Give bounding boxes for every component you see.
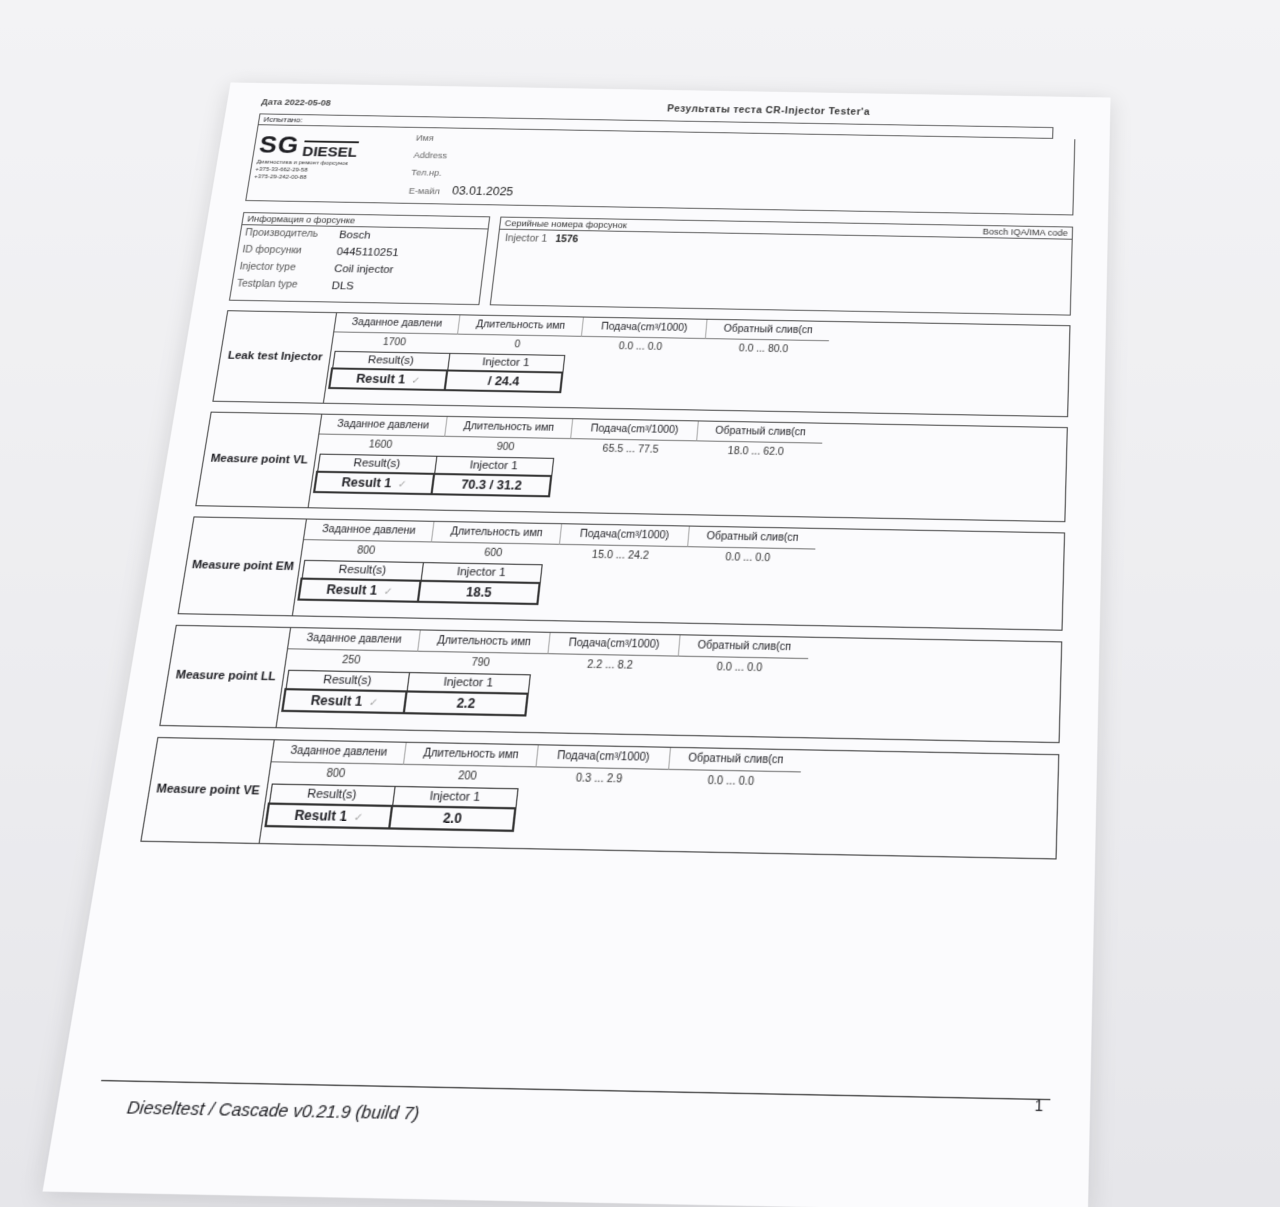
email-label: E-майл bbox=[408, 186, 441, 197]
info-row-injector-id: ID форсунки 0445110251 bbox=[241, 244, 400, 259]
injector-header: Injector 1 bbox=[434, 456, 553, 476]
injector-header: Injector 1 bbox=[392, 786, 517, 808]
test-value: 0 bbox=[513, 339, 521, 351]
email-row bbox=[408, 182, 515, 202]
test-section bbox=[195, 412, 1068, 523]
result-table bbox=[264, 783, 518, 832]
check-icon: ✓ bbox=[367, 697, 379, 710]
test-name: Measure point VL bbox=[196, 413, 322, 508]
company-logo bbox=[246, 125, 409, 203]
test-name: Measure point VE bbox=[142, 738, 275, 843]
result-table bbox=[313, 454, 554, 498]
report-content bbox=[43, 82, 1111, 1207]
column-header: Заданное давлени bbox=[304, 520, 433, 543]
column-header: Заданное давлени bbox=[272, 740, 406, 765]
check-icon: ✓ bbox=[410, 375, 421, 387]
software-version: Dieseltest / Cascade v0.21.9 (build 7) bbox=[125, 1097, 421, 1125]
column-header: Обратный слив(сп bbox=[678, 635, 810, 659]
check-icon: ✓ bbox=[382, 586, 394, 599]
test-value: 2.2 ... 8.2 bbox=[586, 659, 634, 672]
test-sections bbox=[140, 310, 1070, 859]
column-header: Длительность имп bbox=[444, 417, 572, 439]
report-title: Результаты теста CR-Injector Tester'a bbox=[666, 104, 871, 118]
email-value: 03.01.2025 bbox=[451, 184, 514, 199]
column-header: Длительность имп bbox=[417, 630, 550, 654]
serials-heading: Серийные номера форсунок bbox=[504, 218, 628, 230]
check-icon: ✓ bbox=[396, 479, 408, 491]
check-icon: ✓ bbox=[352, 811, 364, 825]
serial-injector-1: Injector 1 1576 bbox=[504, 233, 579, 246]
serial-numbers-box bbox=[490, 217, 1073, 316]
result-value: / 24.4 bbox=[445, 370, 563, 392]
name-label: Имя bbox=[415, 133, 435, 143]
info-row-injector-type: Injector type Coil injector bbox=[238, 261, 395, 276]
column-header: Обратный слив(сп bbox=[696, 421, 823, 443]
test-value: 800 bbox=[356, 545, 376, 557]
test-value: 0.0 ... 80.0 bbox=[738, 343, 789, 356]
result-label: Result 1 bbox=[309, 692, 364, 710]
phone-label: Тел.нр. bbox=[410, 167, 443, 178]
logo-tagline: Диагностика и ремонт форсунок bbox=[256, 159, 349, 167]
test-value: 200 bbox=[457, 770, 478, 783]
injector-header: Injector 1 bbox=[421, 563, 542, 583]
test-name: Measure point EM bbox=[179, 517, 307, 615]
footer-rule bbox=[101, 1080, 1050, 1100]
test-value: 0.0 ... 0.0 bbox=[724, 552, 771, 565]
test-value: 900 bbox=[495, 441, 515, 454]
result-header: Result(s) bbox=[317, 454, 436, 474]
result-table bbox=[328, 351, 565, 393]
printed-sheet bbox=[43, 82, 1111, 1207]
column-header: Заданное давлени bbox=[288, 628, 420, 652]
test-value: 0.0 ... 0.0 bbox=[707, 775, 755, 789]
logo-sg: SG bbox=[257, 130, 302, 159]
column-header: Длительность имп bbox=[457, 315, 583, 336]
injector-header: Injector 1 bbox=[407, 673, 530, 694]
injector-header: Injector 1 bbox=[447, 353, 564, 372]
page-number: 1 bbox=[1034, 1096, 1044, 1115]
injector-info-heading: Информация о форсунке bbox=[242, 213, 489, 229]
column-header: Подача(cm³/1000) bbox=[535, 745, 670, 770]
test-value: 0.0 ... 0.0 bbox=[716, 661, 763, 675]
iqa-code-heading: Bosch IQA/IMA code bbox=[982, 226, 1068, 238]
column-header: Обратный слив(сп bbox=[687, 527, 817, 550]
result-value: 2.0 bbox=[389, 806, 515, 831]
test-section bbox=[140, 737, 1059, 860]
test-value: 0.3 ... 2.9 bbox=[575, 772, 623, 786]
result-label: Result 1 bbox=[355, 371, 407, 387]
column-header: Длительность имп bbox=[403, 743, 538, 768]
address-label: Address bbox=[413, 150, 448, 161]
logo-phone-1: +375-33-662-29-58 bbox=[254, 167, 308, 174]
tested-label: Испытано: bbox=[258, 113, 1053, 138]
result-header: Result(s) bbox=[269, 784, 395, 806]
test-value: 250 bbox=[341, 654, 362, 667]
info-row-testplan-type: Testplan type DLS bbox=[235, 278, 355, 293]
column-header: Подача(cm³/1000) bbox=[570, 419, 698, 441]
result-value: 18.5 bbox=[418, 581, 540, 604]
test-value: 600 bbox=[483, 547, 503, 560]
info-row bbox=[229, 212, 1073, 316]
test-value: 790 bbox=[470, 657, 491, 670]
contact-block bbox=[245, 125, 1075, 215]
test-value: 65.5 ... 77.5 bbox=[601, 443, 660, 456]
test-value: 1700 bbox=[381, 337, 407, 349]
test-section bbox=[212, 310, 1070, 417]
test-value: 15.0 ... 24.2 bbox=[591, 549, 650, 563]
result-header: Result(s) bbox=[302, 560, 423, 580]
result-value: 70.3 / 31.2 bbox=[432, 474, 552, 496]
column-header: Подача(cm³/1000) bbox=[581, 318, 707, 340]
contact-fields bbox=[399, 128, 521, 205]
test-value: 1600 bbox=[367, 439, 393, 451]
result-label: Result 1 bbox=[293, 807, 349, 825]
result-label: Result 1 bbox=[340, 475, 393, 491]
column-header: Обратный слив(сп bbox=[668, 748, 802, 773]
test-name: Leak test Injector bbox=[214, 311, 337, 403]
result-table bbox=[297, 560, 542, 605]
logo-phone-2: +375-29-242-00-88 bbox=[253, 174, 307, 181]
info-row-manufacturer: Производитель Bosch bbox=[244, 227, 372, 242]
test-name: Measure point LL bbox=[161, 626, 292, 727]
result-label: Result 1 bbox=[325, 582, 379, 598]
test-value: 800 bbox=[325, 767, 346, 781]
result-header: Result(s) bbox=[332, 351, 449, 370]
test-section bbox=[159, 625, 1062, 743]
column-header: Длительность имп bbox=[431, 522, 561, 545]
logo-diesel: DIESEL bbox=[301, 140, 359, 160]
column-header: Подача(cm³/1000) bbox=[559, 524, 689, 547]
result-value: 2.2 bbox=[404, 691, 528, 715]
report-date: Дата 2022-05-08 bbox=[260, 97, 332, 108]
result-table bbox=[281, 670, 531, 717]
column-header: Обратный слив(сп bbox=[705, 320, 830, 342]
test-value: 0.0 ... 0.0 bbox=[618, 341, 663, 353]
column-header: Заданное давлени bbox=[319, 415, 446, 437]
result-header: Result(s) bbox=[286, 670, 409, 691]
test-value: 18.0 ... 62.0 bbox=[727, 445, 785, 459]
column-header: Заданное давлени bbox=[334, 313, 459, 334]
test-section bbox=[178, 516, 1066, 630]
column-header: Подача(cm³/1000) bbox=[547, 633, 679, 657]
injector-info-box bbox=[229, 212, 490, 305]
